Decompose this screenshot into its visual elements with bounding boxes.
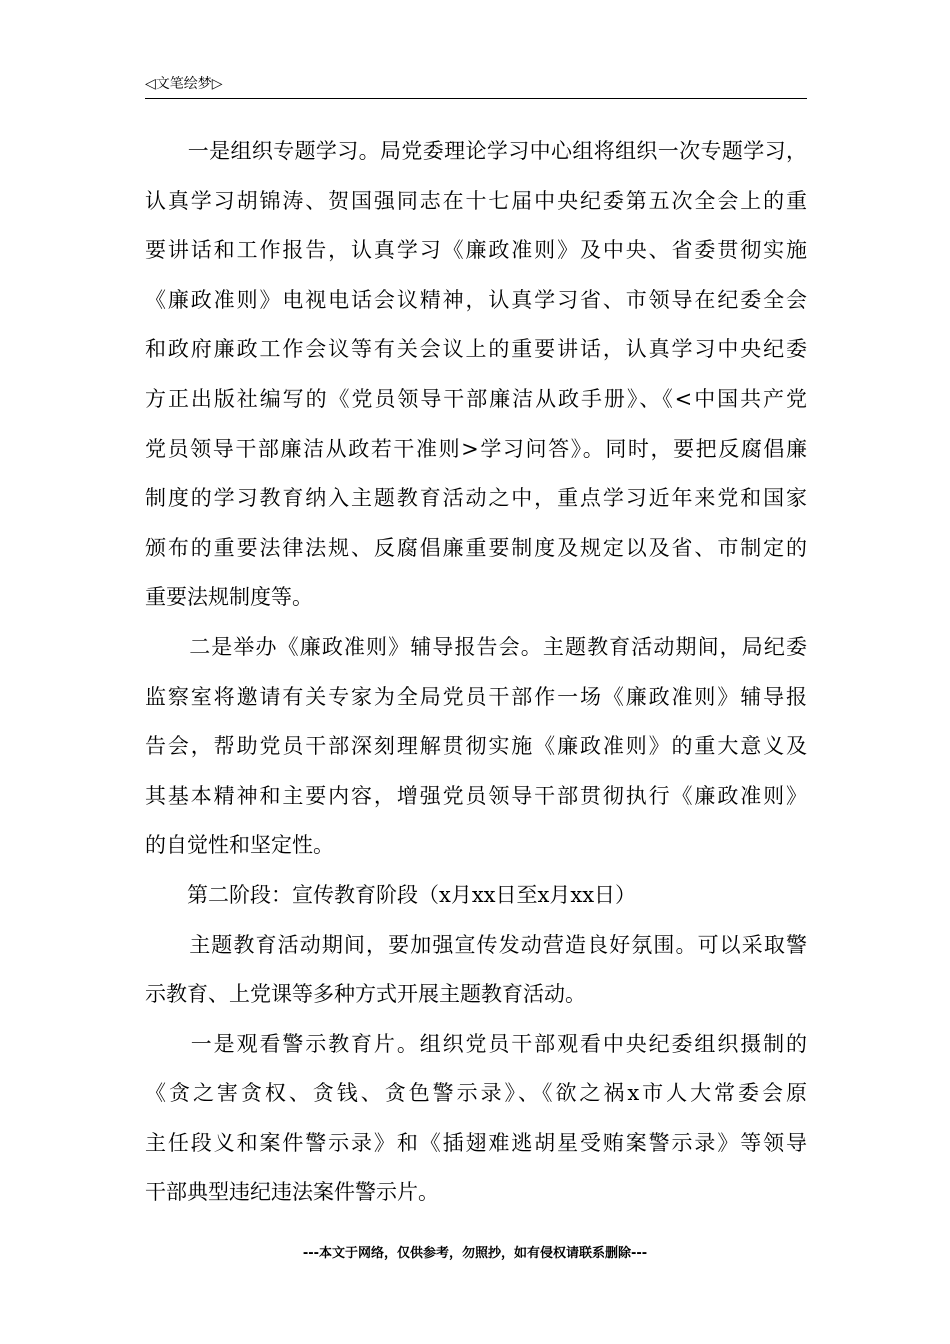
text-line: 认真学习胡锦涛、贺国强同志在十七届中央纪委第五次全会上的重 — [145, 188, 807, 213]
text-line: 主任段义和案件警示录》和《插翅难逃胡星受贿案警示录》等领导 — [145, 1130, 807, 1155]
text-line: 干部典型违纪违法案件警示片。 — [145, 1180, 439, 1205]
text-line: 监察室将邀请有关专家为全局党员干部作一场《廉政准则》辅导报 — [145, 684, 807, 709]
text-line: 第二阶段：宣传教育阶段（x月xx日至x月xx日） — [145, 882, 637, 907]
document-body — [145, 133, 807, 1224]
header-title: ◁文笔绘梦▷ — [145, 76, 223, 92]
text-line: 示教育、上党课等多种方式开展主题教育活动。 — [145, 982, 586, 1007]
text-line: 要讲话和工作报告，认真学习《廉政准则》及中央、省委贯彻实施 — [145, 238, 807, 263]
text-line: 党员领导干部廉洁从政若干准则>学习问答》。同时，要把反腐倡廉 — [145, 436, 807, 461]
text-line: 制度的学习教育纳入主题教育活动之中，重点学习近年来党和国家 — [145, 486, 807, 511]
text-line: 《贪之害贪权、贪钱、贪色警示录》、《欲之祸x市人大常委会原 — [145, 1081, 807, 1106]
page-header — [145, 72, 807, 99]
text-line: 的自觉性和坚定性。 — [145, 833, 334, 858]
text-line: 重要法规制度等。 — [145, 585, 313, 610]
text-line: 其基本精神和主要内容，增强党员领导干部贯彻执行《廉政准则》 — [145, 783, 807, 808]
text-line: 告会，帮助党员干部深刻理解贯彻实施《廉政准则》的重大意义及 — [145, 734, 807, 759]
text-line: 方正出版社编写的《党员领导干部廉洁从政手册》、《<中国共产党 — [145, 386, 807, 411]
text-line: 和政府廉政工作会议等有关会议上的重要讲话，认真学习中央纪委 — [145, 337, 807, 362]
page-footer: ---本文于网络，仅供参考，勿照抄，如有侵权请联系删除--- — [302, 1246, 648, 1261]
text-line: 一是组织专题学习。局党委理论学习中心组将组织一次专题学习， — [145, 139, 807, 163]
text-line: 颁布的重要法律法规、反腐倡廉重要制度及规定以及省、市制定的 — [145, 535, 807, 560]
text-line: 主题教育活动期间，要加强宣传发动营造良好氛围。可以采取警 — [145, 932, 807, 957]
text-line: 二是举办《廉政准则》辅导报告会。主题教育活动期间，局纪委 — [145, 634, 807, 659]
text-line: 《廉政准则》电视电话会议精神，认真学习省、市领导在纪委全会 — [145, 287, 807, 312]
text-line: 一是观看警示教育片。组织党员干部观看中央纪委组织摄制的 — [145, 1031, 807, 1056]
